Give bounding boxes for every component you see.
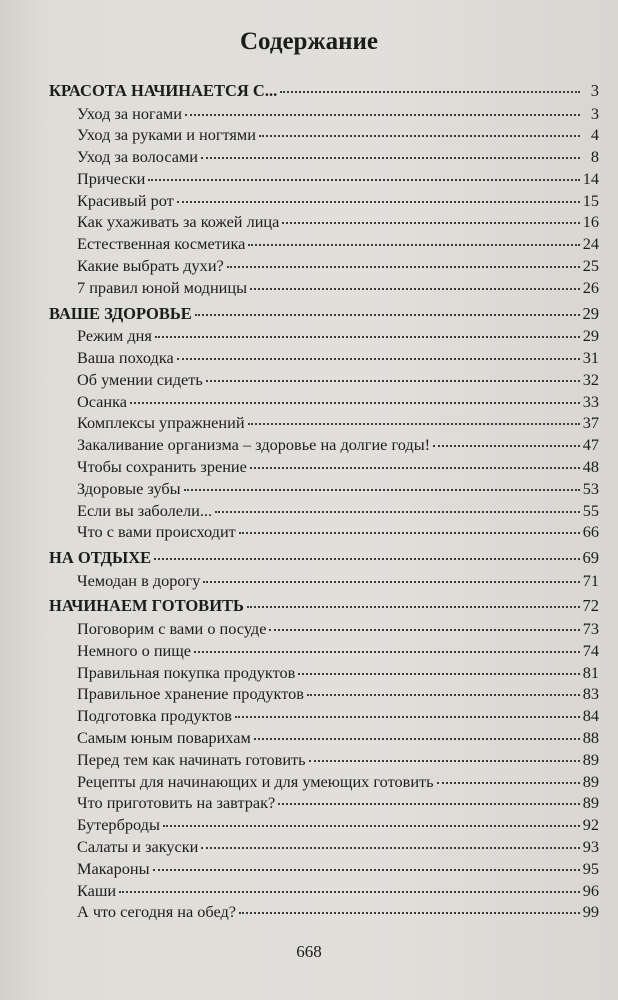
dot-leader: [309, 759, 580, 762]
dot-leader: [163, 824, 580, 827]
dot-leader: [250, 466, 580, 469]
toc-entry-title: Комплексы упражнений: [77, 413, 245, 433]
dot-leader: [154, 557, 579, 560]
toc-entry-page: 92: [582, 815, 599, 835]
dot-leader: [184, 488, 580, 491]
toc-entry-page: 71: [582, 570, 599, 590]
toc-entry-title: Рецепты для начинающих и для умеющих готовить: [77, 771, 434, 791]
toc-entry: [49, 347, 599, 369]
toc-entry-page: 24: [582, 234, 599, 254]
dot-leader: [278, 802, 579, 805]
toc-entry-title: 7 правил юной модницы: [77, 277, 248, 297]
toc-entry-title: Что с вами происходит: [77, 522, 236, 542]
toc-entry: [49, 124, 599, 146]
toc-entry: [49, 277, 599, 299]
toc-entry-title: ВАШЕ ЗДОРОВЬЕ: [49, 303, 192, 323]
toc-entry-page: 3: [590, 103, 599, 123]
toc-entry: [49, 190, 599, 212]
dot-leader: [248, 243, 579, 246]
dot-leader: [254, 737, 580, 740]
toc-entry-title: Закаливание организма – здоровье на долгие годы!: [77, 435, 431, 455]
toc-entry-title: Макароны: [77, 858, 150, 878]
toc-entry-title: Осанка: [77, 391, 128, 411]
toc-entry-title: Уход за руками и ногтями: [77, 125, 256, 145]
toc-entry-page: 4: [590, 125, 599, 145]
toc-entry-page: 31: [582, 347, 599, 367]
toc-entry: [49, 478, 599, 500]
dot-leader: [235, 715, 580, 718]
toc-entry-page: 83: [582, 684, 599, 704]
toc-entry-page: 3: [590, 81, 599, 100]
dot-leader: [130, 401, 580, 404]
dot-leader: [155, 335, 580, 338]
toc-entry: [49, 792, 599, 814]
toc-entry-title: Режим дня: [77, 326, 152, 346]
toc-entry-page: 81: [582, 662, 599, 682]
toc-entry: [49, 901, 599, 923]
dot-leader: [269, 628, 579, 631]
dot-leader: [247, 605, 580, 608]
toc-entry: [49, 369, 599, 391]
dot-leader: [195, 313, 580, 316]
toc-entry: [49, 683, 599, 705]
dot-leader: [239, 531, 580, 534]
dot-leader: [148, 178, 579, 181]
dot-leader: [298, 672, 579, 675]
toc-entry-title: Прически: [77, 168, 146, 188]
toc-entry-title: Какие выбрать духи?: [77, 256, 224, 276]
dot-leader: [282, 221, 579, 224]
toc-entry: [49, 500, 599, 522]
toc-entry-title: НАЧИНАЕМ ГОТОВИТЬ: [49, 596, 244, 616]
toc-entry-title: Уход за волосами: [77, 147, 199, 167]
toc-entry: [49, 103, 599, 125]
toc-entry: [49, 211, 599, 233]
toc-entry: [49, 858, 599, 880]
dot-leader: [239, 911, 580, 914]
toc-entry: [49, 233, 599, 255]
toc-entry-page: 8: [590, 147, 599, 167]
toc-entry-title: Каши: [77, 880, 117, 900]
toc-entry: [49, 456, 599, 478]
toc-entry-page: 26: [582, 277, 599, 297]
toc-entry-page: 96: [582, 880, 599, 900]
toc-entry: [49, 727, 599, 749]
dot-leader: [437, 781, 580, 784]
toc-entry: [49, 705, 599, 727]
toc-entry-page: 66: [582, 522, 599, 542]
table-of-contents: [49, 80, 599, 923]
page-title: Содержание: [239, 28, 378, 55]
toc-entry: [49, 749, 599, 771]
toc-entry-title: Если вы заболели...: [77, 500, 213, 520]
toc-entry: [49, 325, 599, 347]
toc-entry-page: 89: [582, 749, 599, 769]
toc-entry-page: 53: [582, 478, 599, 498]
dot-leader: [280, 90, 580, 93]
toc-entry-page: 69: [582, 548, 599, 568]
toc-entry-page: 48: [582, 456, 599, 476]
toc-entry: [49, 412, 599, 434]
toc-section-entry: [49, 547, 599, 570]
toc-entry-page: 32: [582, 369, 599, 389]
toc-entry-title: Салаты и закуски: [77, 836, 199, 856]
dot-leader: [307, 693, 580, 696]
toc-entry: [49, 391, 599, 413]
page-number: 668: [296, 942, 322, 961]
toc-entry-page: 89: [582, 771, 599, 791]
toc-entry-page: 29: [582, 326, 599, 346]
toc-entry-page: 73: [582, 618, 599, 638]
toc-entry-page: 89: [582, 793, 599, 813]
toc-entry-title: А что сегодня на обед?: [77, 902, 237, 922]
dot-leader: [153, 868, 580, 871]
toc-entry-title: Естественная косметика: [77, 234, 246, 254]
toc-entry-title: Правильная покупка продуктов: [77, 662, 296, 682]
dot-leader: [119, 890, 580, 893]
dot-leader: [215, 510, 580, 513]
toc-entry-page: 84: [582, 706, 599, 726]
toc-entry-page: 55: [582, 500, 599, 520]
toc-entry: [49, 662, 599, 684]
toc-entry: [49, 255, 599, 277]
dot-leader: [250, 287, 580, 290]
toc-entry: [49, 836, 599, 858]
dot-leader: [227, 265, 580, 268]
toc-entry-page: 15: [582, 190, 599, 210]
toc-entry-page: 37: [582, 413, 599, 433]
dot-leader: [177, 357, 580, 360]
toc-entry-title: Поговорим с вами о посуде: [77, 618, 267, 638]
toc-entry-title: Как ухаживать за кожей лица: [77, 212, 280, 232]
toc-entry-title: Правильное хранение продуктов: [77, 684, 304, 704]
dot-leader: [201, 156, 580, 159]
toc-entry-title: Бутерброды: [77, 815, 160, 835]
dot-leader: [201, 846, 579, 849]
toc-entry: [49, 880, 599, 902]
toc-section-entry: [49, 595, 599, 618]
toc-entry-page: 93: [582, 836, 599, 856]
toc-entry-page: 95: [582, 858, 599, 878]
toc-entry: [49, 618, 599, 640]
toc-entry-title: Что приготовить на завтрак?: [77, 793, 276, 813]
dot-leader: [177, 200, 580, 203]
toc-entry: [49, 771, 599, 793]
dot-leader: [194, 650, 580, 653]
toc-entry-page: 72: [582, 596, 599, 616]
toc-entry-page: 29: [582, 303, 599, 323]
toc-entry-title: Подготовка продуктов: [77, 706, 232, 726]
dot-leader: [248, 422, 580, 425]
toc-section-entry: [49, 80, 599, 103]
toc-entry-title: Чтобы сохранить зрение: [77, 456, 247, 476]
toc-entry: [49, 521, 599, 543]
toc-entry-page: 33: [582, 391, 599, 411]
toc-entry-title: Немного о пище: [77, 640, 192, 660]
dot-leader: [185, 113, 580, 116]
toc-entry-page: 99: [582, 902, 599, 922]
toc-entry-title: НА ОТДЫХЕ: [49, 548, 152, 568]
toc-entry-page: 14: [582, 168, 599, 188]
toc-section-entry: [49, 303, 599, 326]
toc-entry-page: 74: [582, 640, 599, 660]
toc-entry: [49, 168, 599, 190]
toc-entry: [49, 570, 599, 592]
dot-leader: [433, 444, 580, 447]
toc-entry-page: 47: [582, 435, 599, 455]
toc-entry-title: Чемодан в дорогу: [77, 570, 201, 590]
toc-entry: [49, 814, 599, 836]
toc-entry-title: Перед тем как начинать готовить: [77, 749, 306, 769]
toc-entry-title: Здоровые зубы: [77, 478, 181, 498]
toc-entry-title: Ваша походка: [77, 347, 174, 367]
toc-entry-title: Уход за ногами: [77, 103, 182, 123]
toc-entry: [49, 146, 599, 168]
dot-leader: [206, 379, 580, 382]
toc-entry-page: 25: [582, 256, 599, 276]
toc-entry: [49, 640, 599, 662]
toc-entry-page: 16: [582, 212, 599, 232]
dot-leader: [259, 134, 580, 137]
toc-entry-title: Об умении сидеть: [77, 369, 203, 389]
toc-entry-title: КРАСОТА НАЧИНАЕТСЯ С...: [49, 81, 278, 100]
toc-entry: [49, 434, 599, 456]
toc-entry-page: 88: [582, 727, 599, 747]
toc-entry-title: Самым юным поварихам: [77, 727, 251, 747]
dot-leader: [203, 580, 579, 583]
toc-entry-title: Красивый рот: [77, 190, 174, 210]
